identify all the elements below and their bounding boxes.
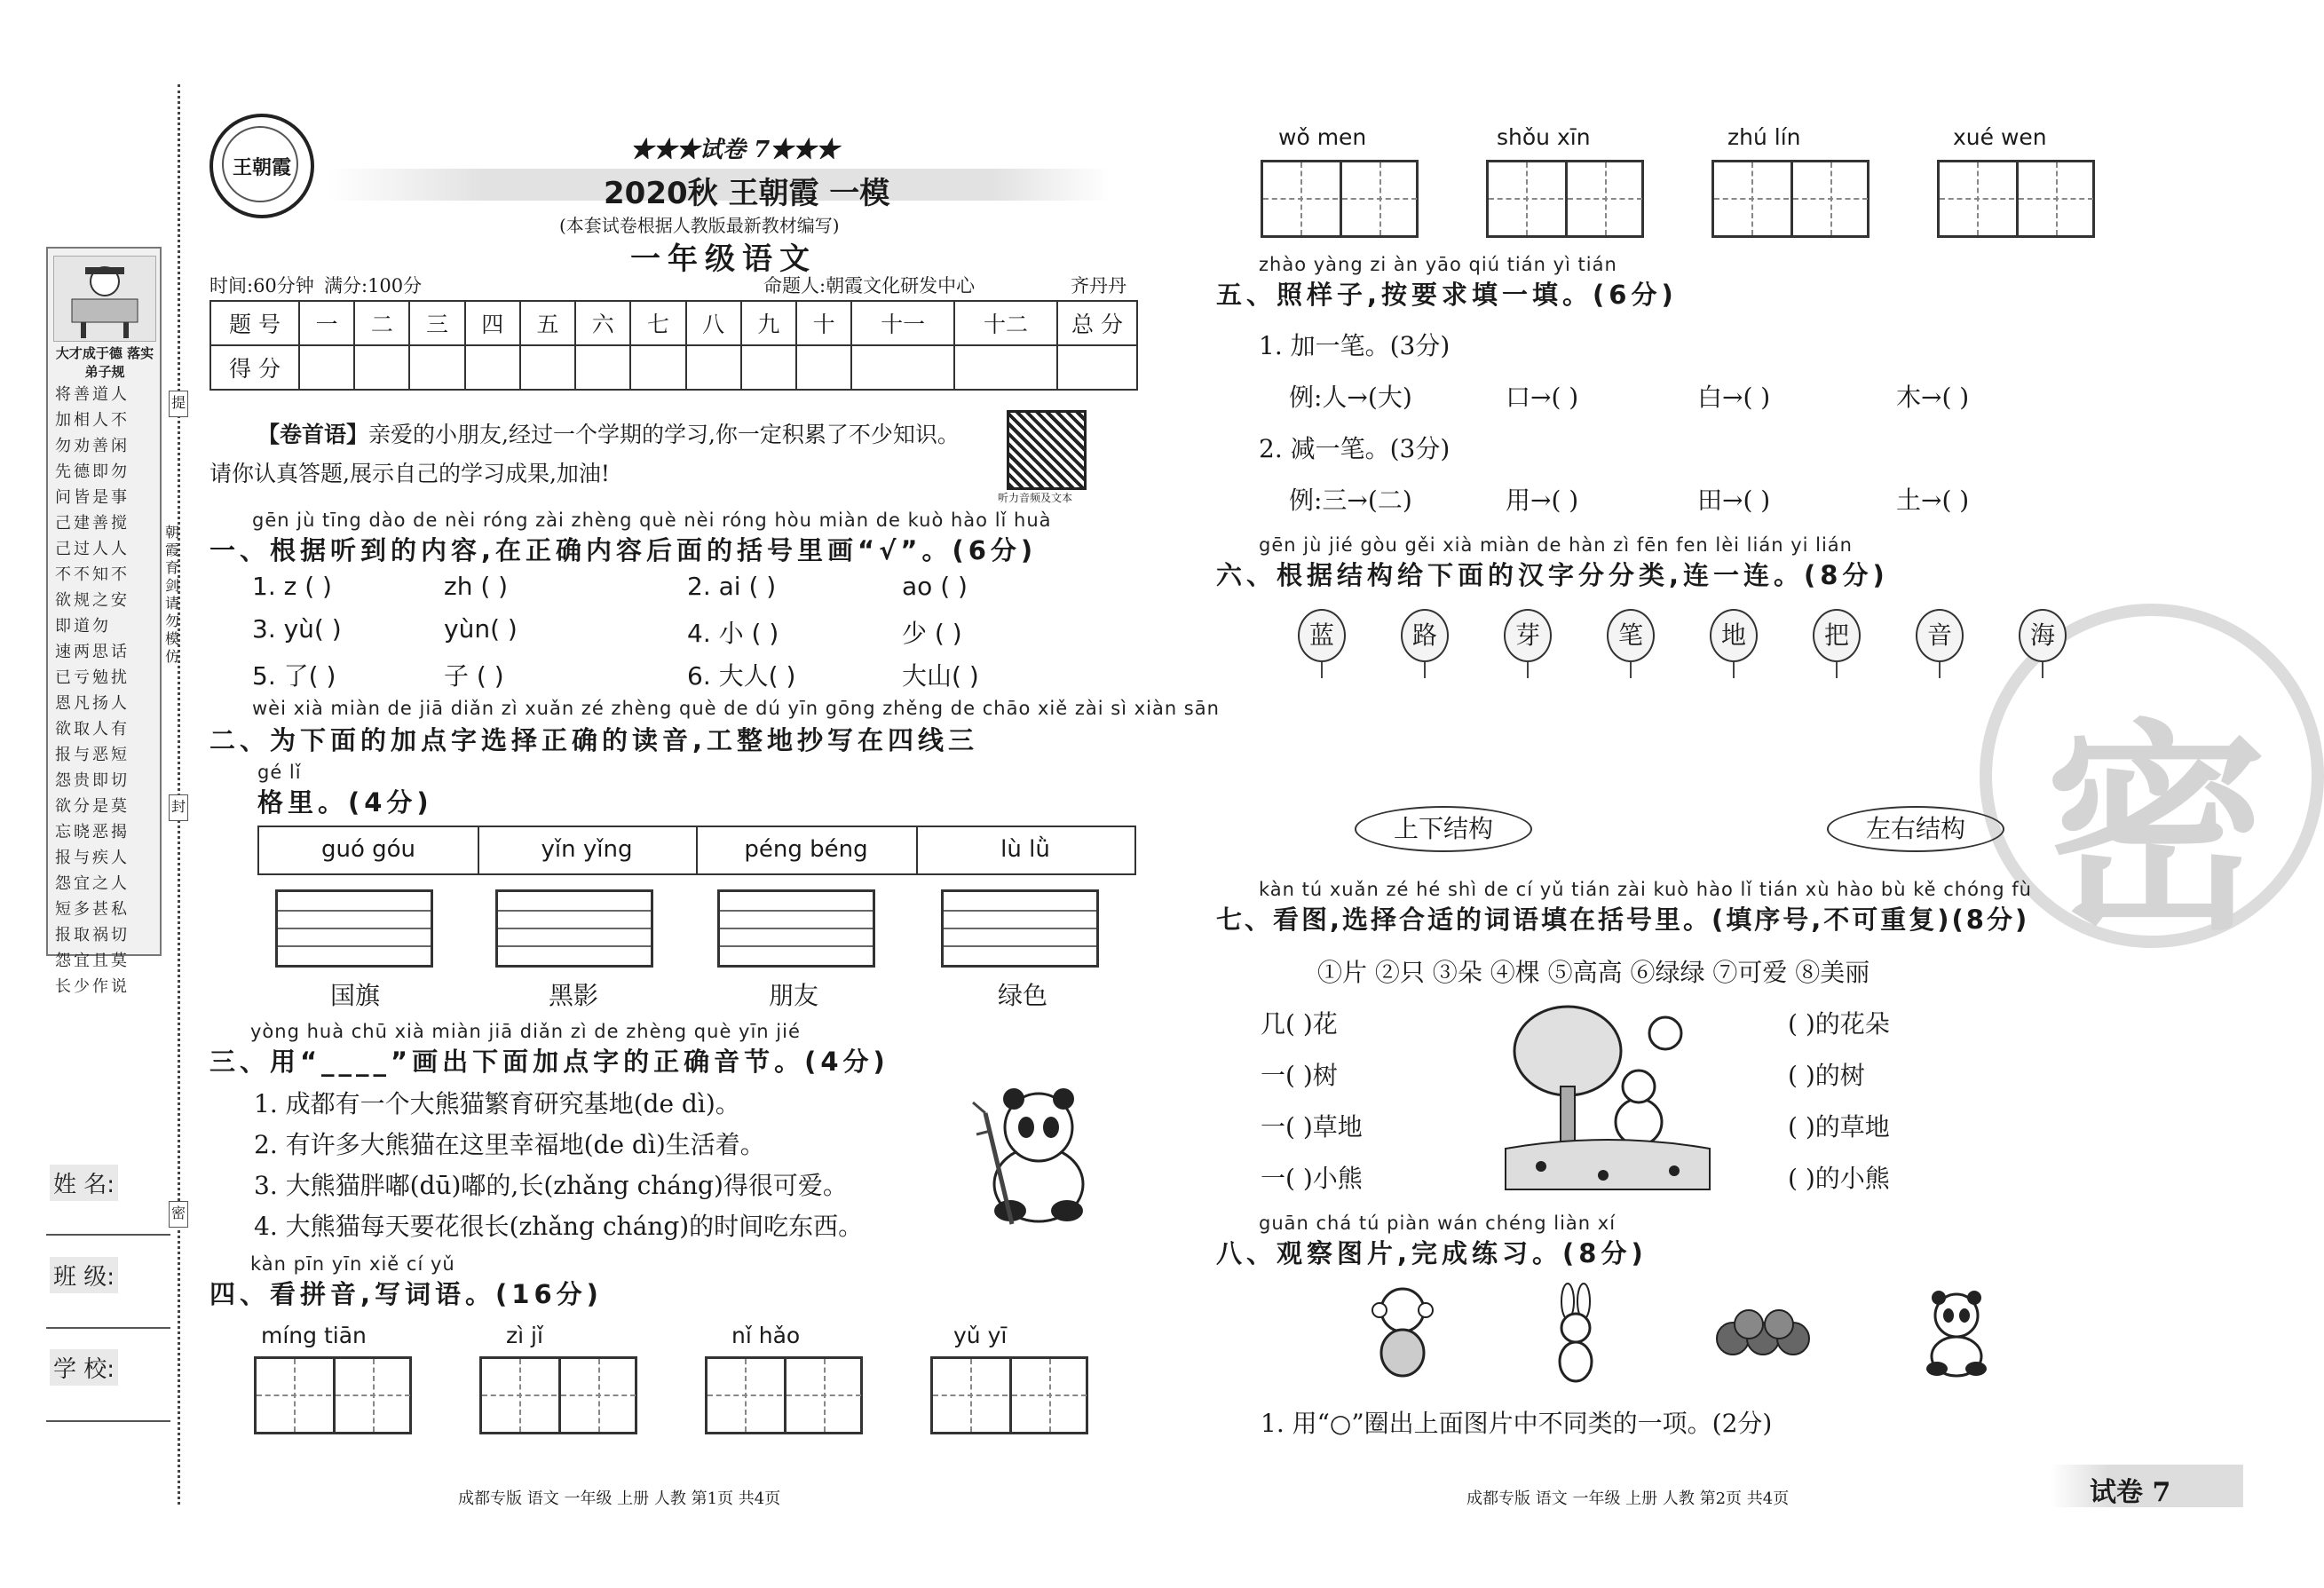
score-col: 三	[409, 301, 464, 345]
top-pinyin: xué wen	[1953, 124, 2047, 150]
four-line-grid[interactable]	[941, 889, 1099, 968]
four-line-grid[interactable]	[275, 889, 433, 968]
motto-line: 己建善搅	[55, 514, 130, 533]
q7-left-item[interactable]: 几( )花	[1261, 1009, 1338, 1039]
q1-item[interactable]: 少 ( )	[902, 619, 962, 648]
q5-item[interactable]: 口→( )	[1506, 383, 1579, 412]
top-pinyin: zhú lín	[1727, 124, 1801, 150]
score-header: 题 号	[210, 301, 299, 345]
q8-title: 八、观察图片,完成练习。(8分)	[1216, 1238, 1648, 1268]
footer-series: 试卷 7	[2090, 1477, 2171, 1508]
name-label: 姓 名:	[50, 1165, 118, 1201]
q6-pinyin: gēn jù jié gòu gěi xià miàn de hàn zì fēn fen lèi lián yi lián	[1259, 534, 1853, 556]
score-col: 四	[465, 301, 520, 345]
char-balloon[interactable]: 海	[2019, 609, 2067, 662]
motto-line: 速两思话	[55, 643, 130, 661]
score-cell[interactable]	[741, 345, 796, 390]
motto-line: 勿劝善闲	[55, 437, 130, 455]
q5-item[interactable]: 土→( )	[1896, 486, 1970, 515]
tian-grid[interactable]	[1486, 160, 1644, 238]
q2-word: 绿色	[998, 981, 1048, 1010]
q7-left-item[interactable]: 一( )树	[1261, 1061, 1338, 1090]
intro-line-2: 请你认真答题,展示自己的学习成果,加油!	[209, 461, 610, 486]
score-col: 十	[796, 301, 851, 345]
group-top-bottom[interactable]: 上下结构	[1355, 806, 1532, 852]
motto-line: 长少作说	[55, 977, 130, 996]
score-cell[interactable]	[354, 345, 409, 390]
class-line[interactable]	[46, 1327, 170, 1329]
score-cell[interactable]	[686, 345, 741, 390]
q5-sub-2: 2. 减一笔。(3分)	[1259, 434, 1451, 463]
q6-title: 六、根据结构给下面的汉字分分类,连一连。(8分)	[1216, 560, 1889, 590]
tian-grid[interactable]	[254, 1356, 412, 1434]
top-pinyin: shǒu xīn	[1497, 124, 1591, 150]
score-row-label: 得 分	[210, 345, 299, 390]
subject-title: 一年级语文	[630, 241, 817, 277]
char-balloon[interactable]: 笔	[1607, 609, 1655, 662]
q7-options: ①片 ②只 ③朵 ④棵 ⑤高高 ⑥绿绿 ⑦可爱 ⑧美丽	[1317, 958, 1870, 987]
motto-line: 欲分是莫	[55, 797, 130, 816]
char-balloon[interactable]: 音	[1916, 609, 1964, 662]
motto-line: 短多甚私	[55, 900, 130, 919]
char-balloon[interactable]: 蓝	[1298, 609, 1346, 662]
char-balloon[interactable]: 地	[1710, 609, 1758, 662]
motto-line: 怨宜且莫	[55, 952, 130, 970]
motto-line: 怨贵即切	[55, 771, 130, 790]
motto-heading: 大才成于德 落实弟子规	[55, 345, 154, 380]
q7-left-item[interactable]: 一( )小熊	[1261, 1164, 1363, 1193]
char-balloon[interactable]: 芽	[1504, 609, 1552, 662]
q7-right-item[interactable]: ( )的小熊	[1788, 1164, 1890, 1193]
score-col: 二	[354, 301, 409, 345]
q3-title: 三、用“____”画出下面加点字的正确音节。(4分)	[209, 1047, 889, 1077]
motto-line: 忘晓恶揭	[55, 823, 130, 841]
score-value-row	[210, 345, 1137, 390]
q7-right-item[interactable]: ( )的树	[1788, 1061, 1865, 1090]
class-label: 班 级:	[50, 1257, 118, 1293]
author-name: 齐丹丹	[1071, 275, 1126, 296]
score-cell[interactable]	[630, 345, 685, 390]
q4-pinyin-item: míng tiān	[261, 1323, 367, 1348]
motto-line: 即道勿	[55, 617, 111, 636]
panda-picture[interactable]	[1919, 1289, 1994, 1378]
score-col: 八	[686, 301, 741, 345]
footer-left: 成都专版 语文 一年级 上册 人教 第1页 共4页	[458, 1489, 781, 1508]
q1-item[interactable]: 6. 大人( )	[687, 661, 796, 691]
tian-grid[interactable]	[705, 1356, 863, 1434]
q5-item: 例:人→(大)	[1289, 383, 1412, 412]
q2-options-box	[257, 826, 1136, 875]
group-left-right[interactable]: 左右结构	[1827, 806, 2004, 852]
q3-line[interactable]: 1. 成都有一个大熊猫繁育研究基地(de dì)。	[254, 1089, 740, 1118]
score-col: 七	[630, 301, 685, 345]
name-line[interactable]	[46, 1234, 170, 1236]
q2-word: 朋友	[769, 981, 819, 1010]
score-cell[interactable]	[1057, 345, 1137, 390]
q7-left-item[interactable]: 一( )草地	[1261, 1112, 1363, 1142]
score-col: 一	[299, 301, 354, 345]
q3-line[interactable]: 4. 大熊猫每天要花很长(zhǎng cháng)的时间吃东西。	[254, 1212, 864, 1241]
q5-item[interactable]: 白→( )	[1697, 383, 1771, 412]
q4-title: 四、看拼音,写词语。(16分)	[209, 1279, 603, 1309]
char-balloon[interactable]: 把	[1813, 609, 1861, 662]
motto-line: 将善道人	[55, 385, 130, 404]
q2-title-1: 二、为下面的加点字选择正确的读音,工整地抄写在四线三	[209, 725, 979, 755]
tian-grid[interactable]	[1937, 160, 2095, 238]
q2-pinyin-1: wèi xià miàn de jiā diǎn zì xuǎn zé zhèng què de dú yīn gōng zhěng de chāo xiě zài sì xiàn sān	[252, 698, 1220, 719]
q7-right-item[interactable]: ( )的草地	[1788, 1112, 1890, 1142]
mark-ci: 封	[169, 794, 188, 821]
score-cell[interactable]	[465, 345, 520, 390]
scholar-illustration	[53, 256, 156, 342]
q5-title: 五、照样子,按要求填一填。(6分)	[1216, 280, 1678, 310]
tian-grid[interactable]	[1711, 160, 1869, 238]
q1-item[interactable]: 子 ( )	[444, 661, 504, 691]
q1-item[interactable]: 1. z ( )	[252, 572, 332, 601]
mark-nei: 密	[169, 1201, 188, 1228]
intro-line-1: 【卷首语】亲爱的小朋友,经过一个学期的学习,你一定积累了不少知识。	[257, 422, 960, 447]
score-table	[209, 300, 1138, 391]
four-line-grid[interactable]	[495, 889, 653, 968]
apples-picture[interactable]	[1713, 1307, 1813, 1362]
qr-code[interactable]	[1007, 410, 1087, 490]
motto-line: 不不知不	[55, 565, 130, 584]
top-pinyin: wǒ men	[1278, 124, 1367, 150]
motto-line: 加相人不	[55, 411, 130, 430]
q8-pinyin: guān chá tú piàn wán chéng liàn xí	[1259, 1213, 1617, 1234]
tian-grid[interactable]	[1261, 160, 1419, 238]
score-cell[interactable]	[520, 345, 575, 390]
q7-pinyin: kàn tú xuǎn zé hé shì de cí yǔ tián zài kuò hào lǐ tián xù hào bù kě chóng fù	[1259, 879, 2032, 900]
logo-text: 王朝霞	[232, 156, 291, 179]
motto-line: 先德即勿	[55, 462, 130, 481]
q5-item[interactable]: 用→( )	[1506, 486, 1579, 515]
q1-title: 一、根据听到的内容,在正确内容后面的括号里画“√”。(6分)	[209, 535, 1038, 565]
score-cell[interactable]	[409, 345, 464, 390]
scene-illustration	[1506, 998, 1710, 1189]
motto-line: 报与疾人	[55, 849, 130, 867]
brand-logo	[209, 114, 314, 218]
score-col: 五	[520, 301, 575, 345]
q4-pinyin-item: nǐ hǎo	[731, 1323, 801, 1348]
time-info: 时间:60分钟	[209, 275, 314, 296]
q8-sub-1: 1. 用“○”圈出上面图片中不同类的一项。(2分)	[1261, 1409, 1773, 1438]
motto-text	[55, 382, 154, 996]
q2-option[interactable]: guó góu	[320, 836, 416, 863]
monkey-picture[interactable]	[1367, 1284, 1438, 1379]
q7-right-item[interactable]: ( )的花朵	[1788, 1009, 1890, 1039]
q2-option[interactable]: péng béng	[744, 836, 868, 863]
stamp-char: 密	[2045, 701, 2267, 960]
q2-word: 黑影	[549, 981, 599, 1010]
score-col: 十二	[954, 301, 1057, 345]
motto-panel	[46, 247, 162, 996]
q5-sub-1: 1. 加一笔。(3分)	[1259, 331, 1451, 360]
q2-title-2: 格里。(4分)	[257, 787, 433, 818]
four-line-grid[interactable]	[717, 889, 875, 968]
score-col: 六	[575, 301, 630, 345]
q1-pinyin: gēn jù tīng dào de nèi róng zài zhèng què nèi róng hòu miàn de kuò hào lǐ huà	[252, 510, 1052, 531]
score-total: 总 分	[1057, 301, 1137, 345]
char-balloon[interactable]: 路	[1401, 609, 1449, 662]
series-label: ★★★试卷 7★★★	[630, 137, 840, 163]
full-score: 满分:100分	[324, 275, 423, 296]
q3-line[interactable]: 2. 有许多大熊猫在这里幸福地(de dì)生活着。	[254, 1130, 765, 1159]
q2-option[interactable]: yǐn yǐng	[541, 836, 633, 863]
q2-word: 国旗	[330, 981, 381, 1010]
q4-pinyin-item: yǔ yī	[953, 1323, 1008, 1348]
q5-pinyin: zhào yàng zi àn yāo qiú tián yì tián	[1259, 254, 1617, 275]
q1-item[interactable]: 5. 了( )	[252, 661, 336, 691]
q2-pinyin-2: gé lǐ	[257, 762, 302, 783]
exam-subtitle: (本套试卷根据人教版最新教材编写)	[559, 215, 840, 236]
q1-item[interactable]: 大山( )	[902, 661, 979, 691]
q2-option[interactable]: lù lǜ	[1000, 836, 1050, 863]
motto-line: 怨宜之人	[55, 874, 130, 893]
q3-pinyin: yòng huà chū xià miàn jiā diǎn zì de zhèng què yīn jié	[250, 1021, 801, 1042]
q1-item[interactable]: 4. 小 ( )	[687, 619, 779, 648]
q1-item[interactable]: 2. ai ( )	[687, 572, 777, 601]
q7-title: 七、看图,选择合适的词语填在括号里。(填序号,不可重复)(8分)	[1216, 905, 2030, 935]
q5-item[interactable]: 木→( )	[1896, 383, 1970, 412]
motto-line: 报取祸切	[55, 926, 130, 944]
motto-line: 欲规之安	[55, 591, 130, 610]
score-cell[interactable]	[299, 345, 354, 390]
seal-text: 朝霞育剑 请勿模仿	[165, 524, 180, 665]
q1-item[interactable]: ao ( )	[902, 572, 968, 601]
score-cell[interactable]	[851, 345, 954, 390]
motto-line: 己过人人	[55, 540, 130, 558]
qr-caption: 听力音频及文本	[998, 492, 1073, 504]
q4-pinyin-item: zì jǐ	[506, 1323, 543, 1348]
tian-grid[interactable]	[930, 1356, 1088, 1434]
motto-line: 报与恶短	[55, 746, 130, 764]
q1-item[interactable]: zh ( )	[444, 572, 509, 601]
author-info: 命题人:朝霞文化研发中心	[763, 275, 976, 296]
rabbit-picture[interactable]	[1545, 1284, 1607, 1383]
score-header-row	[210, 301, 1137, 345]
motto-line: 恩凡扬人	[55, 694, 130, 713]
q3-line[interactable]: 3. 大熊猫胖嘟(dū)嘟的,长(zhǎng cháng)得很可爱。	[254, 1171, 848, 1200]
score-cell[interactable]	[575, 345, 630, 390]
motto-line: 问皆是事	[55, 488, 130, 507]
score-col: 十一	[851, 301, 954, 345]
footer-right: 成都专版 语文 一年级 上册 人教 第2页 共4页	[1466, 1489, 1790, 1508]
q1-item[interactable]: yùn( )	[444, 614, 518, 644]
motto-line: 欲取人有	[55, 720, 130, 739]
q1-item[interactable]: 3. yù( )	[252, 614, 342, 644]
q5-item: 例:三→(二)	[1289, 486, 1412, 515]
q4-pinyin: kàn pīn yīn xiě cí yǔ	[250, 1253, 455, 1275]
exam-title: 2020秋 王朝霞 一模	[604, 176, 890, 211]
school-line[interactable]	[46, 1420, 170, 1422]
mark-ti: 提	[169, 391, 188, 417]
q5-item[interactable]: 田→( )	[1697, 486, 1771, 515]
score-cell[interactable]	[954, 345, 1057, 390]
score-col: 九	[741, 301, 796, 345]
school-label: 学 校:	[50, 1349, 118, 1386]
motto-line: 已亏勉扰	[55, 668, 130, 687]
score-cell[interactable]	[796, 345, 851, 390]
tian-grid[interactable]	[479, 1356, 637, 1434]
panda-illustration	[968, 1078, 1101, 1229]
